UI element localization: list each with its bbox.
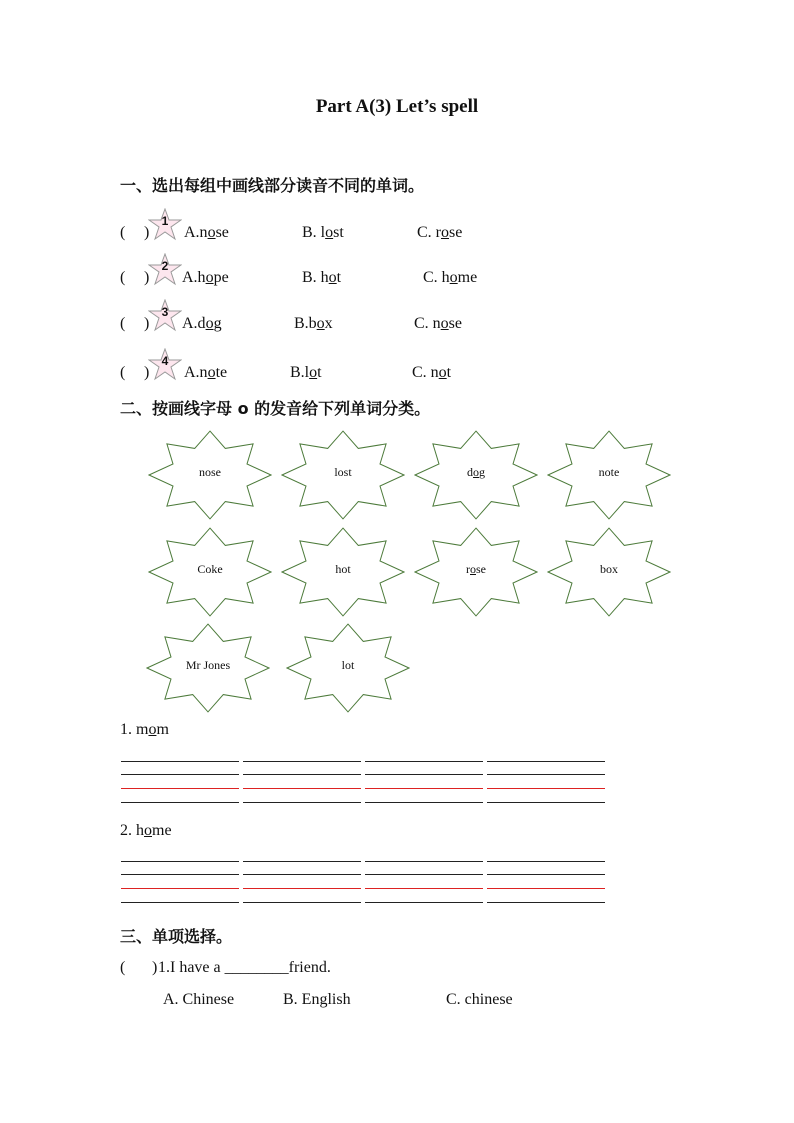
star-word-label: dog bbox=[467, 465, 485, 479]
question-row-3: ( ) 3 A.dog B.box C. nose bbox=[120, 313, 540, 343]
mc-option-b[interactable]: B. English bbox=[283, 991, 351, 1008]
baseline-red-line bbox=[365, 888, 483, 889]
guide-line bbox=[487, 902, 605, 903]
word-star bbox=[281, 527, 405, 617]
star-word-label: note bbox=[598, 465, 620, 479]
baseline-red-line bbox=[121, 788, 239, 789]
guide-line bbox=[487, 761, 605, 762]
option-a: A.note bbox=[184, 364, 228, 381]
four-line-grid[interactable] bbox=[121, 761, 239, 805]
word-star bbox=[286, 623, 410, 713]
option-b: B.lot bbox=[290, 364, 322, 381]
guide-line bbox=[487, 802, 605, 803]
guide-line bbox=[121, 902, 239, 903]
baseline-red-line bbox=[487, 788, 605, 789]
mc-option-c[interactable]: C. chinese bbox=[446, 991, 513, 1008]
word-star bbox=[414, 527, 538, 617]
star-word-label: lot bbox=[341, 658, 355, 672]
baseline-red-line bbox=[243, 788, 361, 789]
baseline-red-line bbox=[243, 888, 361, 889]
mc-option-a[interactable]: A. Chinese bbox=[163, 991, 235, 1008]
word-star bbox=[414, 430, 538, 520]
option-a: A.dog bbox=[182, 315, 222, 332]
guide-line bbox=[243, 902, 361, 903]
guide-line bbox=[365, 874, 483, 875]
guide-line bbox=[365, 774, 483, 775]
guide-line bbox=[365, 802, 483, 803]
question-text: 1.I have a ________friend. bbox=[158, 959, 331, 976]
guide-line bbox=[365, 902, 483, 903]
guide-line bbox=[243, 802, 361, 803]
question-row-4: ( ) 4 A.note B.lot C. not bbox=[120, 362, 540, 392]
word-star bbox=[148, 430, 272, 520]
guide-line bbox=[487, 874, 605, 875]
guide-line bbox=[121, 774, 239, 775]
option-c: C. not bbox=[412, 364, 452, 381]
option-a: A.nose bbox=[184, 224, 229, 241]
star-word-label: Coke bbox=[197, 562, 223, 576]
star-number-badge: 4 bbox=[148, 348, 182, 382]
guide-line bbox=[243, 774, 361, 775]
question-row-1: ( ) 1 A.nose B. lost C. rose bbox=[120, 222, 540, 252]
word-star bbox=[148, 527, 272, 617]
baseline-red-line bbox=[365, 788, 483, 789]
guide-line bbox=[121, 861, 239, 862]
option-b: B. lost bbox=[302, 224, 344, 241]
four-line-grid[interactable] bbox=[243, 861, 361, 905]
guide-line bbox=[243, 874, 361, 875]
guide-line bbox=[365, 761, 483, 762]
four-line-grid[interactable] bbox=[243, 761, 361, 805]
word-star bbox=[547, 527, 671, 617]
four-line-grid[interactable] bbox=[121, 861, 239, 905]
category-1-label: 1. mom bbox=[120, 721, 169, 738]
star-word-label: hot bbox=[335, 562, 351, 576]
baseline-red-line bbox=[121, 888, 239, 889]
star-number-badge: 3 bbox=[148, 299, 182, 333]
star-number-badge: 2 bbox=[148, 253, 182, 287]
option-b: B. hot bbox=[302, 269, 342, 286]
star-word-label: Mr Jones bbox=[185, 658, 231, 672]
word-star bbox=[281, 430, 405, 520]
question-row-2: ( ) 2 A.hope B. hot C. home bbox=[120, 267, 540, 297]
four-line-grid[interactable] bbox=[487, 761, 605, 805]
guide-line bbox=[243, 761, 361, 762]
guide-line bbox=[121, 802, 239, 803]
option-c: C. nose bbox=[414, 315, 462, 332]
four-line-grid[interactable] bbox=[365, 761, 483, 805]
answer-paren-open[interactable]: ( bbox=[120, 959, 126, 976]
section-3-heading: 三、单项选择。 bbox=[120, 927, 233, 946]
guide-line bbox=[487, 861, 605, 862]
category-2-label: 2. home bbox=[120, 822, 172, 839]
guide-line bbox=[365, 861, 483, 862]
answer-paren-close[interactable]: ) bbox=[152, 959, 158, 976]
star-word-label: box bbox=[600, 562, 618, 576]
guide-line bbox=[487, 774, 605, 775]
guide-line bbox=[121, 761, 239, 762]
star-word-label: rose bbox=[466, 562, 486, 576]
section-1-heading: 一、选出每组中画线部分读音不同的单词。 bbox=[120, 176, 425, 195]
section-2-heading: 二、按画线字母 o 的发音给下列单词分类。 bbox=[120, 399, 431, 418]
star-number-badge: 1 bbox=[148, 208, 182, 242]
star-word-label: lost bbox=[334, 465, 352, 479]
word-star bbox=[146, 623, 270, 713]
guide-line bbox=[243, 861, 361, 862]
option-c: C. home bbox=[423, 269, 478, 286]
mc-question-1 bbox=[120, 959, 420, 983]
option-c: C. rose bbox=[417, 224, 463, 241]
four-line-grid[interactable] bbox=[365, 861, 483, 905]
baseline-red-line bbox=[487, 888, 605, 889]
star-word-label: nose bbox=[199, 465, 221, 479]
option-a: A.hope bbox=[182, 269, 229, 286]
four-line-grid[interactable] bbox=[487, 861, 605, 905]
page-title: Part A(3) Let’s spell bbox=[315, 96, 479, 117]
option-b: B.box bbox=[294, 315, 333, 332]
guide-line bbox=[121, 874, 239, 875]
word-star bbox=[547, 430, 671, 520]
